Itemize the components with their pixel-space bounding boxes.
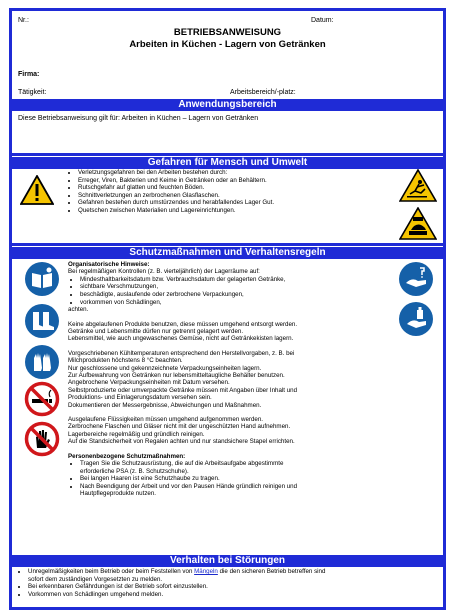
schutz-content [68,261,388,498]
pers-heading: Personenbezogene Schutzmaßnahmen: [68,452,186,460]
stoerungen-item [28,568,325,583]
pers-item [80,483,388,498]
gefahren-header: Gefahren für Mensch und Umwelt [12,157,443,169]
maengeln-link[interactable]: Mängeln [194,568,218,575]
wash-hands-icon [398,261,434,302]
arbeitsbereich-label: Arbeitsbereich/-platz: [230,89,296,96]
gefahren-item: • Quetschen zwischen Materialien und Lagereinrichtungen. [78,207,274,215]
section-separator [12,243,443,246]
para1-line: Keine abgelaufenen Produkte benutzen, diese müssen umgehend entsorgt werden. [68,320,298,328]
pers-item [80,475,388,483]
para2-line: Milchprodukten höchstens 8 °C beachten. [68,357,183,365]
para2-line: Produktions- und Einlagerungsdatum versehen sein. [68,394,212,402]
org-item: • Mindesthaltbarkeitsdatum bzw. Verbrauchsdatum der gelagerten Getränke, [80,276,388,284]
org-intro: Bei regelmäßigen Kontrollen (z. B. vierteljährlich) der Lagerräume auf: [68,268,260,276]
org-item: • sichtbare Verschmutzungen, [80,283,388,291]
stoerungen-text: Unregelmäßigkeiten beim Betrieb oder beim Feststellen von [28,568,195,575]
read-instructions-icon [24,261,60,302]
para2-line: Zur Aufbewahrung von Getränken nur lebensmitteltaugliche Behälter benutzen. [68,372,285,380]
para1-line: Lebensmittel, wie auch ungewaschenes Gemüse, nicht auf Getränkekisten lagern. [68,335,294,343]
pers-item-line: Nach Beendigung der Arbeit und vor den Pausen Hände gründlich reinigen und [80,482,298,490]
stoerungen-text: sofort dem zuständigen Vorgesetzten zu melden. [28,575,163,583]
datum-label: Datum: [311,17,334,24]
org-heading: Organisatorische Hinweise: [68,261,150,268]
betriebsanweisung-document [9,8,446,610]
para3-line: Zerbrochene Flaschen und Gläser nicht mit der ungeschützten Hand aufnehmen. [68,423,291,431]
slip-hazard-icon [399,169,437,207]
para2-line: Dokumentieren der Messergebnisse, Abweichungen und Maßnahmen. [68,401,262,409]
stoerungen-header: Verhalten bei Störungen [12,555,443,567]
org-item: • beschädigte, auslaufende oder zerbrochene Verpackungen, [80,291,388,299]
hand-cream-icon [398,301,434,342]
gefahren-list [66,169,274,215]
gefahren-item: • Erreger, Viren, Bakterien und Keime in Getränken oder an Behältern. [78,177,274,185]
stoerungen-item: • Vorkommen von Schädlingen umgehend melden. [28,591,325,599]
stoerungen-list [16,568,325,598]
warning-triangle-icon [20,175,54,210]
pers-item-line: Tragen Sie die Schutzausrüstung, die auf die Arbeitsaufgabe abgestimmte [80,460,284,468]
document-title: BETRIEBSANWEISUNG [173,27,282,38]
do-not-touch-icon [24,421,60,462]
para2-line: Nur geschlossene und gekennzeichnete Verpackungseinheiten lagern. [68,364,262,372]
org-item: • vorkommen von Schädlingen, [80,299,388,307]
para3-line: Lagerbereiche regelmäßig und gründlich reinigen. [68,430,205,438]
pers-item-line: erforderliche PSA (z. B. Schutzschuhe). [80,467,189,475]
anwendungsbereich-text: Diese Betriebsanweisung gilt für: Arbeiten in Küchen – Lagern von Getränken [18,115,259,122]
para1-line: Getränke und Lebensmitte dürfen nur getrennt gelagert werden. [68,328,244,335]
anwendungsbereich-header: Anwendungsbereich [12,99,443,111]
gloves-icon [24,344,60,385]
section-separator [12,153,443,156]
no-smoking-icon [24,381,60,422]
para2-line: Selbstproduzierte oder umverpackte Getränke müssen mit Angaben über Inhalt und [68,386,298,394]
para3-line: Ausgelaufene Flüssigkeiten müssen umgehend aufgenommen werden. [68,416,264,424]
nr-label: Nr.: [18,17,29,24]
gefahren-item: • Verletzungsgefahren bei den Arbeiten bestehen durch: [78,169,274,177]
gefahren-item: • Gefahren bestehen durch umstürzendes und herabfallendes Lager Gut. [78,199,274,207]
safety-boots-icon [24,303,60,344]
schutz-header: Schutzmaßnahmen und Verhaltensregeln [12,247,443,259]
pers-item-line: Bei langen Haaren ist eine Schutzhaube zu tragen. [80,475,220,483]
stoerungen-text: die den sicheren Betrieb betreffen sind [217,568,326,575]
crush-hazard-icon [399,207,437,245]
taetigkeit-label: Tätigkeit: [18,89,47,96]
org-after: achten. [68,306,89,314]
firma-label: Firma: [18,71,40,78]
para2-line: Angebrochene Verpackungseinheiten mit Datum versehen. [68,379,230,387]
pers-item-line: Hautpflegeprodukte nutzen. [80,490,157,498]
pers-item [80,460,388,475]
stoerungen-item: • Bei erkennbaren Gefährdungen ist der Betrieb sofort einzustellen. [28,583,325,591]
gefahren-item: • Rutschgefahr auf glatten und feuchten Böden. [78,184,274,192]
para3-line: Auf die Standsicherheit von Regalen achten und nur standsichere Stapel errichten. [68,438,295,446]
gefahren-item: • Schnittverletzungen an zerbrochenen Glasflaschen. [78,192,274,200]
document-subtitle: Arbeiten in Küchen - Lagern von Getränken [129,39,326,50]
para2-line: Vorgeschriebenen Kühltemperaturen entsprechend den Herstellvorgaben, z. B. bei [68,349,295,357]
